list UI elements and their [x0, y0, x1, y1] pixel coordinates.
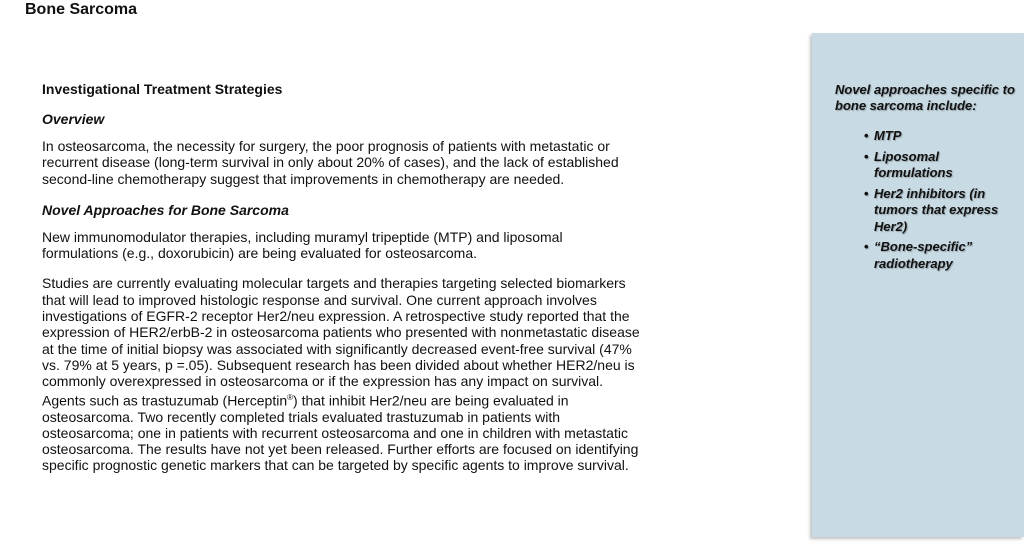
novel-approaches-heading: Novel Approaches for Bone Sarcoma — [42, 201, 289, 218]
sidebar-item-label: Her2 inhibitors (in tumors that express Her2) — [874, 185, 999, 234]
sidebar-item-her2 — [864, 186, 1014, 236]
sidebar-item-mtp — [864, 128, 1014, 145]
overview-paragraph: In osteosarcoma, the necessity for surgery, the poor prognosis of patients with metastatic or recurrent disease (long-term survival in only about 20% of cases), and the lack of established second-line chemotherapy suggest that improvements in chemotherapy are needed. — [42, 138, 619, 187]
molecular-targets-paragraph — [42, 275, 642, 473]
registered-mark: ® — [287, 392, 294, 402]
molecular-targets-text-2: ) that inhibit Her2/neu are being evaluated in osteosarcoma. Two recently completed trials evaluated trastuzumab in patients with osteosarcoma; one in patients with recurrent osteosarcoma and one in children with metastatic osteosarcoma. The results have not yet been released. Further efforts are focused on identifying specific prognostic genetic markers that can be targeted by specific agents to improve survival. — [42, 392, 639, 474]
sidebar-title: Novel approaches specific to bone sarcoma include: — [835, 82, 1015, 113]
sidebar-list — [864, 128, 1014, 276]
immunomodulator-paragraph: New immunomodulator therapies, including muramyl tripeptide (MTP) and liposomal formulations (e.g., doxorubicin) are being evaluated for osteosarcoma. — [42, 228, 563, 262]
bullet-icon: • — [864, 185, 869, 201]
sidebar-item-label: Liposomal formulations — [874, 148, 953, 180]
bullet-icon: • — [864, 239, 869, 254]
section-heading: Investigational Treatment Strategies — [42, 81, 283, 97]
page-title: Bone Sarcoma — [25, 1, 138, 18]
sidebar-item-liposomal — [864, 149, 1014, 182]
sidebar-callout — [812, 33, 1024, 537]
molecular-targets-text-1: Studies are currently evaluating molecular targets and therapies targeting selected biomarkers that will lead to improved histologic response and survival. One current approach involves investigations of EGFR-2 receptor Her2/neu expression. A retrospective study reported that the expression of HER2/erbB-2 in osteosarcoma patients who presented with nonmetastatic disease at the time of initial biopsy was associated with significantly decreased event-free survival (47% vs. 79% at 5 years, p =.05). Subsequent research has been divided about whether HER2/neu is commonly overexpressed in osteosarcoma or if the expression has any impact on survival. Agents such as trastuzumab (Herceptin — [42, 275, 640, 409]
sidebar-item-radiotherapy — [864, 239, 1014, 272]
sidebar-item-label: “Bone-specific” radiotherapy — [874, 239, 973, 271]
main-content — [42, 80, 642, 488]
bullet-icon: • — [864, 148, 869, 164]
sidebar-item-label: MTP — [874, 128, 902, 143]
bullet-icon: • — [864, 128, 869, 143]
overview-heading: Overview — [42, 111, 105, 127]
